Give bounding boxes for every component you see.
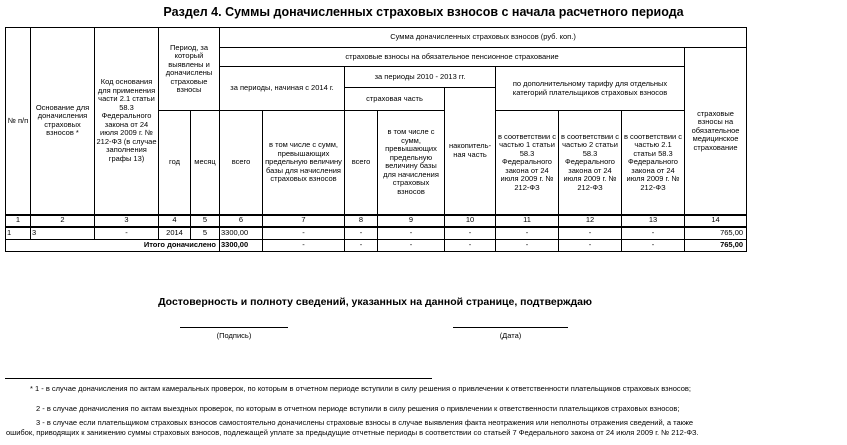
signature-line[interactable] bbox=[180, 327, 288, 328]
header-basis: Основание для доначисления страховых взносов * bbox=[31, 28, 95, 215]
header-total-2010: всего bbox=[345, 111, 378, 215]
header-year: год bbox=[159, 111, 191, 215]
totals-c12-cell: - bbox=[559, 239, 622, 251]
column-number: 12 bbox=[559, 215, 622, 227]
row-basis-cell: 3 bbox=[31, 227, 95, 240]
date-line[interactable] bbox=[453, 327, 568, 328]
header-insurance-part: страховая часть bbox=[345, 88, 445, 111]
totals-c13-cell: - bbox=[622, 239, 685, 251]
footnote-3-continued: ошибок, приводящих к занижению суммы страховых взносов, подлежащей уплате за предыдущие отчетные периоды в соответствии со статьей 7 Федерального закона от 24 июля 2009 г. № 212-ФЗ. bbox=[6, 428, 699, 437]
column-number: 3 bbox=[95, 215, 159, 227]
header-incl-base-2010: в том числе с сумм, превышающих предельную величину базы для начисления страховых взносов bbox=[378, 111, 445, 215]
footnote-3: 3 - в случае если плательщиком страховых взносов самостоятельно доначислены страховые взносы в случае выявления факта неотражения или неполноты отражения сведений, а также bbox=[36, 418, 694, 427]
header-accumulative-part: накопитель-ная часть bbox=[445, 88, 496, 215]
header-from-2014: за периоды, начиная с 2014 г. bbox=[220, 67, 345, 111]
totals-c14-cell: 765,00 bbox=[685, 239, 747, 251]
header-part21: в соответствии с частью 2.1 статьи 58.3 Федерального закона от 24 июля 2009 г. № 212-ФЗ bbox=[622, 111, 685, 215]
column-number: 1 bbox=[6, 215, 31, 227]
row-c11-cell: - bbox=[496, 227, 559, 240]
row-c7-cell: - bbox=[263, 227, 345, 240]
additional-contributions-table bbox=[5, 27, 747, 252]
column-numbers-row bbox=[6, 215, 747, 227]
table-row bbox=[6, 227, 747, 240]
row-c6-cell: 3300,00 bbox=[220, 227, 263, 240]
header-num: № п/п bbox=[6, 28, 31, 215]
header-month: месяц bbox=[191, 111, 220, 215]
header-part1: в соответствии с частью 1 статьи 58.3 Федерального закона от 24 июля 2009 г. № 212-ФЗ bbox=[496, 111, 559, 215]
header-pension: страховые взносы на обязательное пенсионное страхование bbox=[220, 48, 685, 67]
column-number: 5 bbox=[191, 215, 220, 227]
column-number: 13 bbox=[622, 215, 685, 227]
signature-label: (Подпись) bbox=[216, 331, 252, 340]
header-2010-2013: за периоды 2010 - 2013 гг. bbox=[345, 67, 496, 88]
header-part2: в соответствии с частью 2 статьи 58.3 Федерального закона от 24 июля 2009 г. № 212-ФЗ bbox=[559, 111, 622, 215]
header-period: Период, за который выявлены и доначислены страховые взносы bbox=[159, 28, 220, 111]
section-title: Раздел 4. Суммы доначисленных страховых взносов с начала расчетного периода bbox=[163, 5, 684, 19]
row-year-cell: 2014 bbox=[159, 227, 191, 240]
column-number: 14 bbox=[685, 215, 747, 227]
totals-c8-cell: - bbox=[345, 239, 378, 251]
totals-c10-cell: - bbox=[445, 239, 496, 251]
footnote-2: 2 - в случае доначисления по актам выездных проверок, по которым в отчетном периоде вступили в силу решения о привлечении к ответственности плательщиков страховых взносов; bbox=[36, 404, 680, 413]
totals-c11-cell: - bbox=[496, 239, 559, 251]
row-c13-cell: - bbox=[622, 227, 685, 240]
column-number: 4 bbox=[159, 215, 191, 227]
column-number: 7 bbox=[263, 215, 345, 227]
totals-row bbox=[6, 239, 747, 251]
totals-c6-cell: 3300,00 bbox=[220, 239, 263, 251]
totals-c9-cell: - bbox=[378, 239, 445, 251]
footnote-divider bbox=[5, 378, 432, 379]
header-code: Код основания для применения части 2.1 статьи 58.3 Федерального закона от 24 июля 2009 г. № 212-ФЗ (в случае заполнения графы 13) bbox=[95, 28, 159, 215]
row-num-cell: 1 bbox=[6, 227, 31, 240]
header-additional-tariff: по дополнительному тарифу для отдельных категорий плательщиков страховых взносов bbox=[496, 67, 685, 111]
column-number: 10 bbox=[445, 215, 496, 227]
column-number: 2 bbox=[31, 215, 95, 227]
row-month-cell: 5 bbox=[191, 227, 220, 240]
date-label: (Дата) bbox=[499, 331, 522, 340]
column-number: 6 bbox=[220, 215, 263, 227]
row-c12-cell: - bbox=[559, 227, 622, 240]
row-c10-cell: - bbox=[445, 227, 496, 240]
row-c9-cell: - bbox=[378, 227, 445, 240]
header-incl-base-2014: в том числе с сумм, превышающих предельную величину базы для начисления страховых взносов bbox=[263, 111, 345, 215]
column-number: 9 bbox=[378, 215, 445, 227]
header-total-2014: всего bbox=[220, 111, 263, 215]
row-c8-cell: - bbox=[345, 227, 378, 240]
column-number: 11 bbox=[496, 215, 559, 227]
footnote-1: * 1 - в случае доначисления по актам камеральных проверок, по которым в отчетном периоде вступили в силу решения о привлечении к ответственности плательщиков страховых взносов; bbox=[30, 384, 691, 393]
header-sum-group: Сумма доначисленных страховых взносов (руб. коп.) bbox=[220, 28, 747, 48]
row-c14-cell: 765,00 bbox=[685, 227, 747, 240]
totals-c7-cell: - bbox=[263, 239, 345, 251]
row-code-cell: - bbox=[95, 227, 159, 240]
header-medical: страховые взносы на обязательное медицинское страхование bbox=[685, 48, 747, 215]
totals-label: Итого доначислено bbox=[6, 239, 220, 251]
column-number: 8 bbox=[345, 215, 378, 227]
confirmation-text: Достоверность и полноту сведений, указанных на данной странице, подтверждаю bbox=[158, 296, 592, 308]
